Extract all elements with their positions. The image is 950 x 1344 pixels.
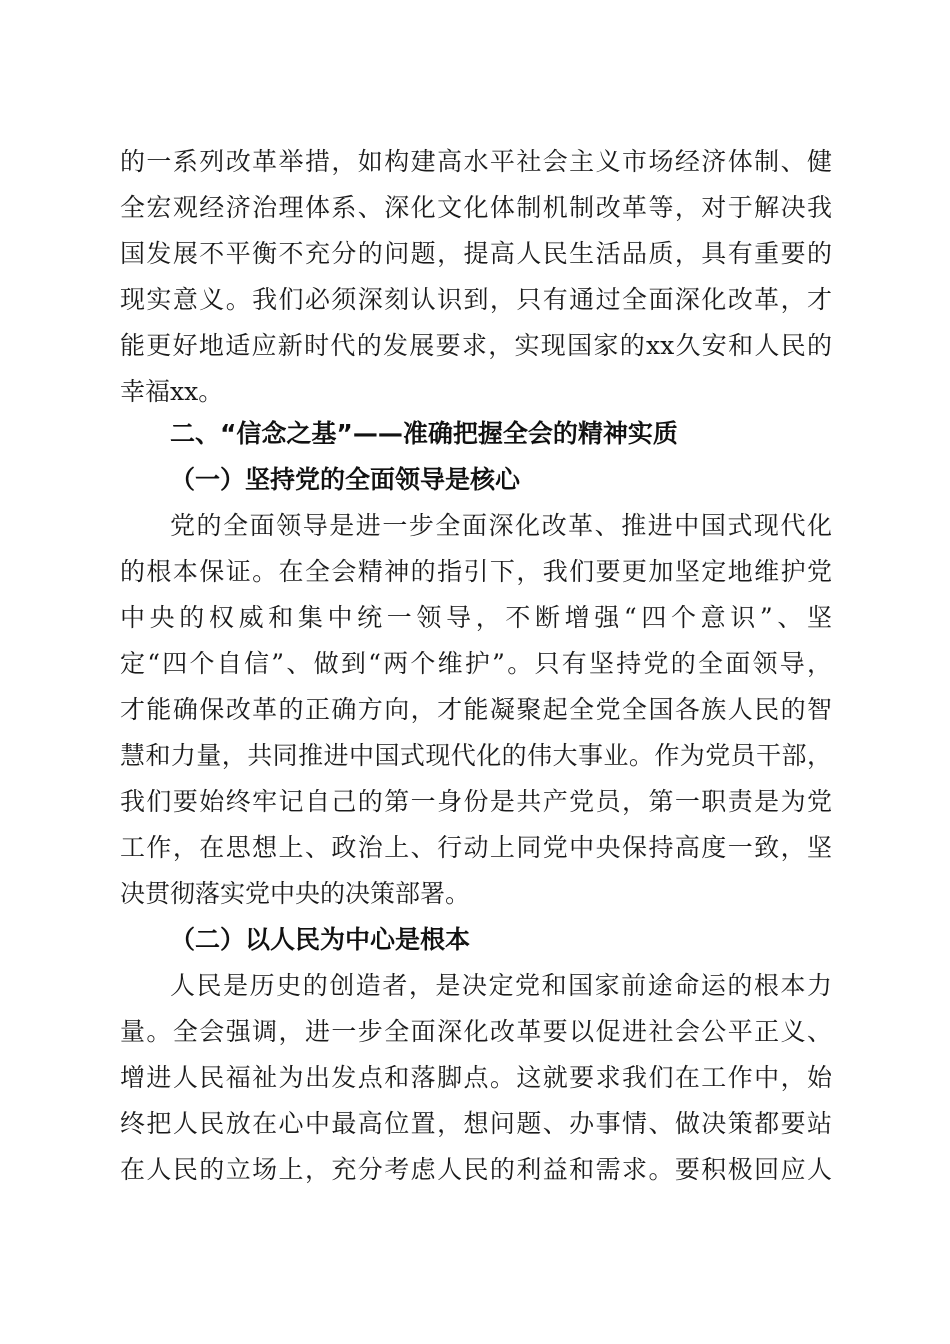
- body-text-line: 我们要始终牢记自己的第一身份是共产党员，第一职责是为党: [120, 787, 832, 816]
- body-text-line: 终把人民放在心中最高位置，想问题、办事情、做决策都要站: [120, 1109, 832, 1138]
- body-text-line: 人民是历史的创造者，是决定党和国家前途命运的根本力: [170, 971, 832, 1000]
- body-text-line: 能更好地适应新时代的发展要求，实现国家的xx久安和人民的: [120, 331, 832, 360]
- body-text-line: 定“四个自信”、做到“两个维护”。只有坚持党的全面领导，: [120, 649, 832, 678]
- body-text-line: 在人民的立场上，充分考虑人民的利益和需求。要积极回应人: [120, 1155, 832, 1184]
- body-text-line: 的根本保证。在全会精神的指引下，我们要更加坚定地维护党: [120, 557, 832, 586]
- body-text-line: 的一系列改革举措，如构建高水平社会主义市场经济体制、健: [120, 147, 832, 176]
- body-text-line: 量。全会强调，进一步全面深化改革要以促进社会公平正义、: [120, 1017, 832, 1046]
- body-text-line: 国发展不平衡不充分的问题，提高人民生活品质，具有重要的: [120, 239, 832, 268]
- body-text-line: 幸福xx。: [120, 377, 224, 406]
- body-text-line: 中央的权威和集中统一领导，不断增强“四个意识”、坚: [120, 603, 832, 632]
- body-text-line: 党的全面领导是进一步全面深化改革、推进中国式现代化: [170, 511, 832, 540]
- body-text-line: 才能确保改革的正确方向，才能凝聚起全党全国各族人民的智: [120, 695, 832, 724]
- body-text-line: 决贯彻落实党中央的决策部署。: [120, 879, 471, 908]
- body-text-line: 现实意义。我们必须深刻认识到，只有通过全面深化改革，才: [120, 285, 832, 314]
- body-text-line: 工作，在思想上、政治上、行动上同党中央保持高度一致，坚: [120, 833, 832, 862]
- body-text-line: 全宏观经济治理体系、深化文化体制机制改革等，对于解决我: [120, 193, 832, 222]
- body-text-line: 慧和力量，共同推进中国式现代化的伟大事业。作为党员干部，: [120, 741, 832, 770]
- subsection-heading: （二）以人民为中心是根本: [170, 925, 471, 954]
- section-heading: 二、“信念之基”——准确把握全会的精神实质: [170, 419, 678, 448]
- body-text-line: 增进人民福祉为出发点和落脚点。这就要求我们在工作中，始: [120, 1063, 832, 1092]
- subsection-heading: （一）坚持党的全面领导是核心: [170, 465, 521, 494]
